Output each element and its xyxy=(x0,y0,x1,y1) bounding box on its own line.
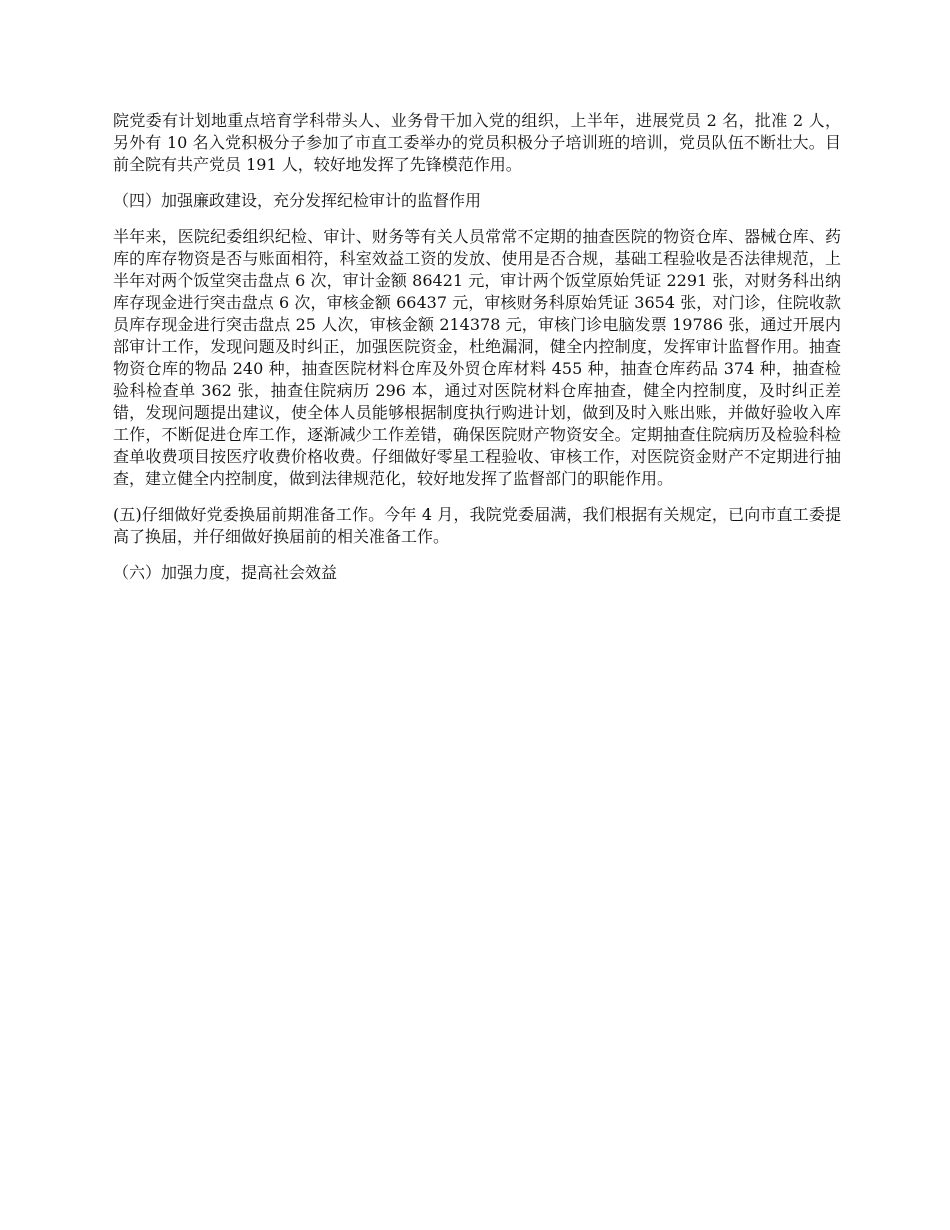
paragraph-gap xyxy=(113,212,841,226)
section-heading-four: （四）加强廉政建设，充分发挥纪检审计的监督作用 xyxy=(113,191,482,210)
paragraph-gap xyxy=(113,176,841,190)
paragraph-gap xyxy=(113,490,841,504)
paragraph-party-development: 院党委有计划地重点培育学科带头人、业务骨干加入党的组织，上半年，进展党员 2 名，批准 2 人，另外有 10 名入党积极分子参加了市直工委举办的党员积极分子培训班的培训，党员队伍不断壮大。目前全院有共产党员 191 人，较好地发挥了先锋模范作用。 xyxy=(113,111,841,174)
paragraph-committee-election: (五)仔细做好党委换届前期准备工作。今年 4 月，我院党委届满，我们根据有关规定，已向市直工委提高了换届，并仔细做好换届前的相关准备工作。 xyxy=(113,505,841,546)
paragraph-gap xyxy=(113,548,841,562)
section-heading-six: （六）加强力度，提高社会效益 xyxy=(113,563,338,582)
document-page xyxy=(113,110,841,584)
paragraph-audit-supervision: 半年来，医院纪委组织纪检、审计、财务等有关人员常常不定期的抽查医院的物资仓库、器械仓库、药库的库存物资是否与账面相符，科室效益工资的发放、使用是否合规，基础工程验收是否法律规范，上半年对两个饭堂突击盘点 6 次，审计金额 86421 元，审计两个饭堂原始凭证 2291 张，对财务科出纳库存现金进行突击盘点 6 次，审核金额 66437 元，审核财务科原始凭证 3654 张，对门诊，住院收款员库存现金进行突击盘点 25 人次，审核金额 214378 元，审核门诊电脑发票 19786 张，通过开展内部审计工作，发现问题及时纠正，加强医院资金，杜绝漏洞，健全内控制度，发挥审计监督作用。抽查物资仓库的物品 240 种，抽查医院材料仓库及外贸仓库材料 455 种，抽查仓库药品 374 种，抽查检验科检查单 362 张，抽查住院病历 296 本，通过对医院材料仓库抽查，健全内控制度，及时纠正差错，发现问题提出建议，使全体人员能够根据制度执行购进计划，做到及时入账出账，并做好验收入库工作，不断促进仓库工作，逐渐减少工作差错，确保医院财产物资安全。定期抽查住院病历及检验科检查单收费项目按医疗收费价格收费。仔细做好零星工程验收、审核工作，对医院资金财产不定期进行抽查，建立健全内控制度，做到法律规范化，较好地发挥了监督部门的职能作用。 xyxy=(113,227,841,488)
